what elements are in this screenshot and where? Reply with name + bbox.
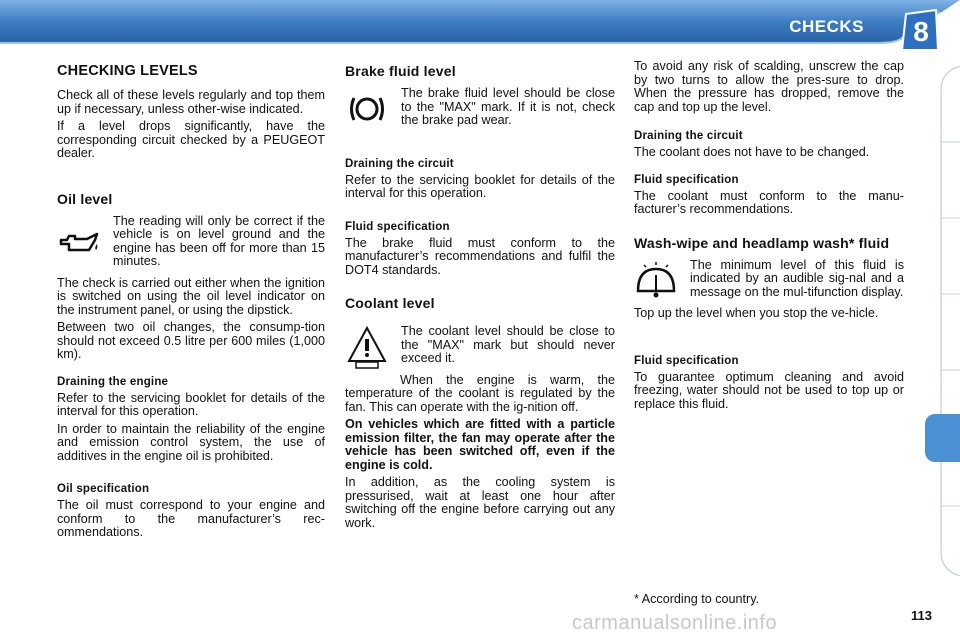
- coolant-note-text-2: When the engine is warm, the temperature of the coolant is regulated by the fan. This can operate with the ig-nition off.: [345, 372, 615, 414]
- heading-oil-level: Oil level: [57, 190, 113, 207]
- intro-paragraph-2: If a level drops significantly, have the corresponding circuit checked by a PEUGEOT dealer.: [57, 119, 325, 160]
- draining-engine-paragraph-1: Refer to the servicing booklet for details of the interval for this operation.: [57, 390, 325, 418]
- wash-wipe-note: [634, 259, 904, 304]
- heading-coolant-specification: Fluid specification: [634, 173, 739, 186]
- heading-wash-fluid-specification: Fluid specification: [634, 354, 739, 367]
- chapter-tab-outline: [927, 66, 960, 576]
- oil-note-text: The reading will only be correct if the vehicle is on level ground and the engine has been off for more than 15 minutes.: [113, 213, 325, 268]
- oil-paragraph-2: Between two oil changes, the consump-tion should not exceed 0.5 litre per 600 miles (1,000 km).: [57, 320, 325, 361]
- scald-warning-paragraph: To avoid any risk of scalding, unscrew the cap by two turns to allow the pres-sure to drop. When the pressure has dropped, remove the cap and top up the level.: [634, 59, 904, 114]
- heading-draining-engine: Draining the engine: [57, 375, 169, 388]
- brake-note-text: The brake fluid level should be close to the "MAX" mark. If it is not, check the brake pad wear.: [401, 86, 615, 127]
- wash-fluid-specification-paragraph: To guarantee optimum cleaning and avoid freezing, water should not be used to top up or replace this fluid.: [634, 369, 904, 411]
- heading-coolant-draining-circuit: Draining the circuit: [634, 130, 743, 142]
- wash-wipe-note-text: The minimum level of this fluid is indicated by an audible sig-nal and a message on the mul-tifunction display.: [690, 257, 904, 299]
- brake-fluid-note: [345, 87, 615, 132]
- coolant-warning-paragraph: On vehicles which are fitted with a particle emission filter, the fan may operate after the vehicle has been switched off, even if the engine is cold.: [345, 417, 615, 472]
- heading-oil-specification: Oil specification: [57, 483, 150, 495]
- oil-paragraph-1: The check is carried out either when the ignition is switched on using the oil level indicator on the instrument panel, or using the dipstick.: [57, 275, 325, 317]
- draining-engine-paragraph-2: In order to maintain the reliability of the engine and emission control system, the use of additives in the engine oil is prohibited.: [57, 421, 325, 463]
- coolant-pressure-paragraph: In addition, as the cooling system is pressurised, wait at least one hour after switching off the engine before carrying out any work.: [345, 475, 615, 530]
- coolant-level-note: [345, 325, 615, 370]
- oil-level-note: [57, 215, 325, 273]
- page-number: 113: [911, 608, 932, 623]
- active-chapter-tab[interactable]: [925, 414, 960, 462]
- heading-coolant-level: Coolant level: [345, 295, 435, 311]
- heading-brake-fluid-specification: Fluid specification: [345, 220, 450, 233]
- page-header: [0, 0, 960, 52]
- section-title-checking-levels: CHECKING LEVELS: [57, 63, 198, 79]
- brake-fluid-specification-paragraph: The brake fluid must conform to the manufacturer’s recommendations and fulfil the DOT4 standards.: [345, 235, 615, 277]
- heading-brake-fluid: Brake fluid level: [345, 63, 456, 79]
- coolant-note-text-1: The coolant level should be close to the "MAX" mark but should never exceed it.: [401, 324, 615, 365]
- coolant-draining-paragraph: The coolant does not have to be changed.: [634, 145, 870, 159]
- washer-fluid-icon: [634, 259, 678, 304]
- coolant-specification-paragraph: The coolant must conform to the manu-facturer’s recommendations.: [634, 188, 904, 216]
- column-right: [634, 60, 904, 415]
- watermark: carmanualsonline.info: [572, 612, 778, 634]
- column-middle: [345, 60, 615, 534]
- draining-circuit-paragraph: Refer to the servicing booklet for details of the interval for this operation.: [345, 172, 615, 200]
- oil-can-icon: [57, 215, 101, 273]
- column-left: [57, 60, 325, 544]
- wash-wipe-paragraph: Top up the level when you stop the ve-hicle.: [634, 306, 879, 320]
- footnote: * According to country.: [634, 592, 760, 606]
- intro-paragraph-1: Check all of these levels regularly and top them up if necessary, unless other-wise indicated.: [57, 88, 325, 116]
- oil-specification-paragraph: The oil must correspond to your engine and conform to the manufacturer’s rec-ommendations.: [57, 498, 325, 539]
- chapter-title: CHECKS: [789, 17, 864, 36]
- heading-draining-circuit: Draining the circuit: [345, 157, 454, 170]
- chapter-number: 8: [913, 16, 929, 47]
- brake-warning-icon: [345, 87, 389, 132]
- coolant-warning-icon: [345, 325, 389, 370]
- heading-wash-wipe-fluid: Wash-wipe and headlamp wash* fluid: [634, 234, 890, 251]
